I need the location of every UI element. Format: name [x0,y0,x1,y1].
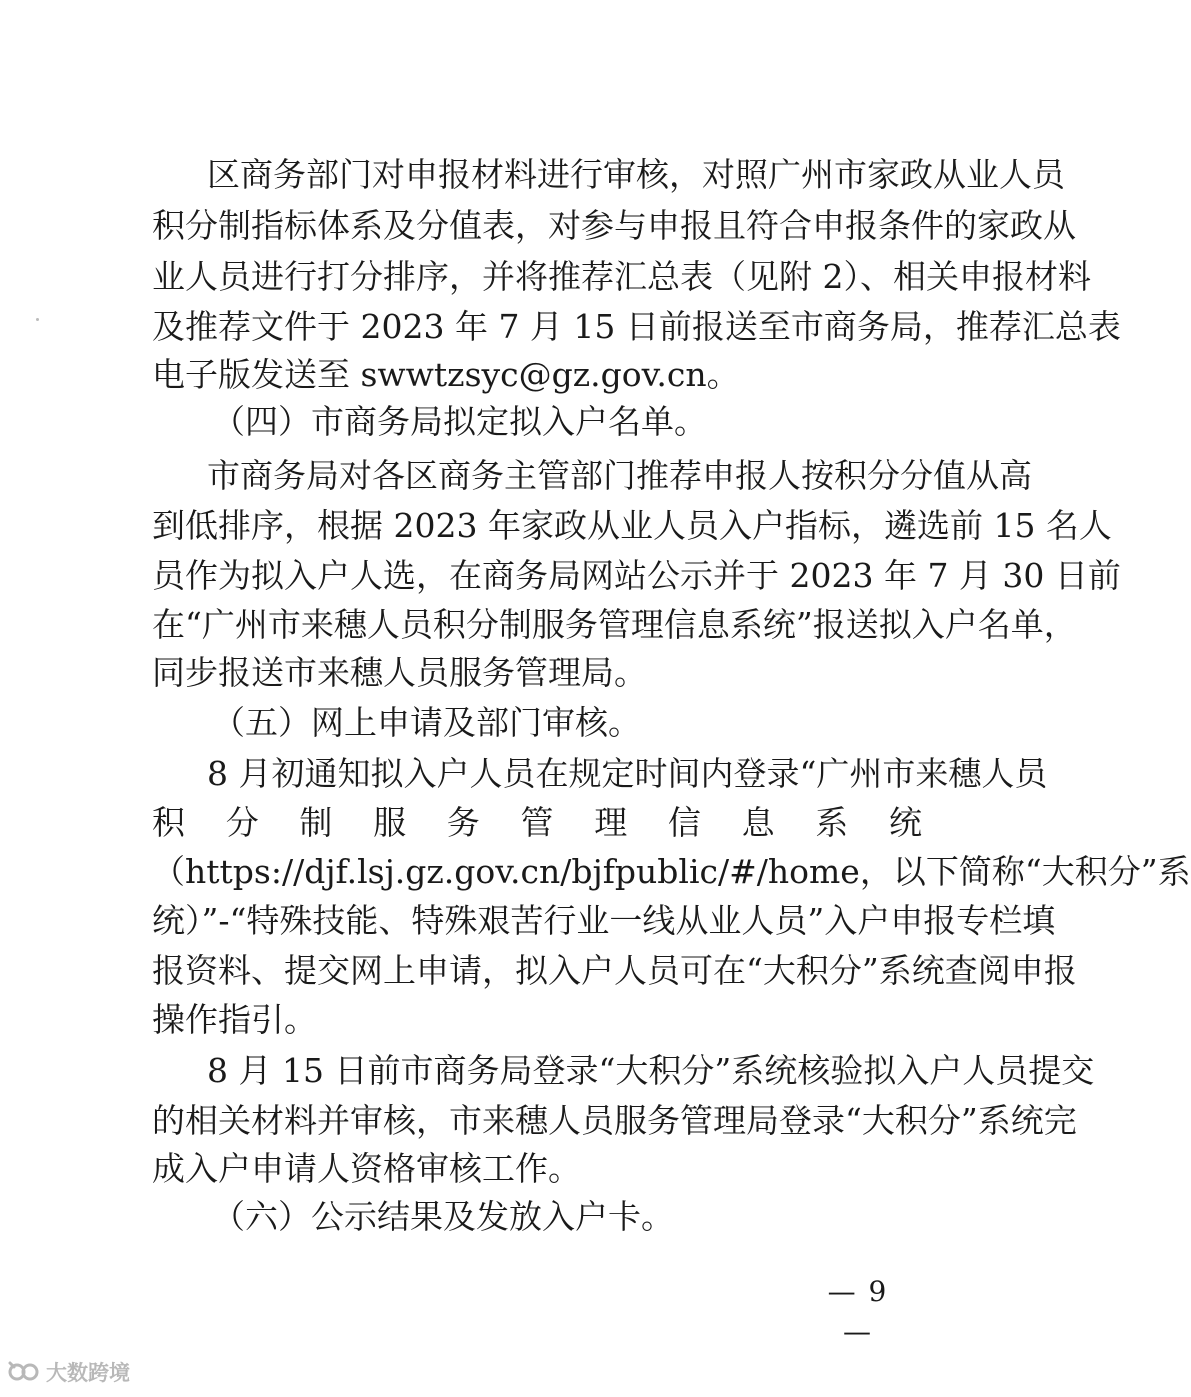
paragraph-line: 区商务部门对申报材料进行审核，对照广州市家政从业人员 [207,155,1065,194]
paragraph-line: 电子版发送至 swwtzsyc@gz.gov.cn。 [152,355,740,394]
paragraph-line: 统）”-“特殊技能、特殊艰苦行业一线从业人员”入户申报专栏填 [152,901,1056,940]
paragraph-line: 成入户申请人资格审核工作。 [152,1149,581,1188]
brand-logo-icon [8,1359,42,1385]
paragraph-line: 业人员进行打分排序，并将推荐汇总表（见附 2）、相关申报材料 [152,257,1091,296]
watermark-text: 大数跨境 [46,1361,130,1385]
watermark [8,1356,130,1388]
paragraph-line: 同步报送市来穗人员服务管理局。 [152,653,647,692]
paragraph-line: 到低排序，根据 2023 年家政从业人员入户指标，遴选前 15 名人 [152,506,1112,545]
section-heading-5: （五）网上申请及部门审核。 [212,703,641,742]
paragraph-line: 积 分 制 服 务 管 理 信 息 系 统 [152,803,922,842]
paragraph-line: 员作为拟入户人选，在商务局网站公示并于 2023 年 7 月 30 日前 [152,556,1121,595]
paragraph-line: 报资料、提交网上申请，拟入户人员可在“大积分”系统查阅申报 [152,951,1077,990]
paragraph-line: 及推荐文件于 2023 年 7 月 15 日前报送至市商务局，推荐汇总表 [152,307,1121,346]
paragraph-line: 市商务局对各区商务主管部门推荐申报人按积分分值从高 [207,456,1032,495]
page-number: — 9 — [827,1275,889,1348]
section-heading-6: （六）公示结果及发放入户卡。 [212,1197,674,1236]
paragraph-line: （https://djf.lsj.gz.gov.cn/bjfpublic/#/home，以下简称“大积分”系 [152,852,1191,891]
paragraph-line: 积分制指标体系及分值表，对参与申报且符合申报条件的家政从 [152,206,1076,245]
paragraph-line: 8 月 15 日前市商务局登录“大积分”系统核验拟入户人员提交 [207,1051,1095,1090]
paragraph-line: 在“广州市来穗人员积分制服务管理信息系统”报送拟入户名单， [152,605,1077,644]
paragraph-line: 的相关材料并审核，市来穗人员服务管理局登录“大积分”系统完 [152,1101,1077,1140]
paragraph-line: 操作指引。 [152,1000,317,1039]
scan-speck [36,318,39,321]
paragraph-line: 8 月初通知拟入户人员在规定时间内登录“广州市来穗人员 [207,754,1048,793]
section-heading-4: （四）市商务局拟定拟入户名单。 [212,402,707,441]
